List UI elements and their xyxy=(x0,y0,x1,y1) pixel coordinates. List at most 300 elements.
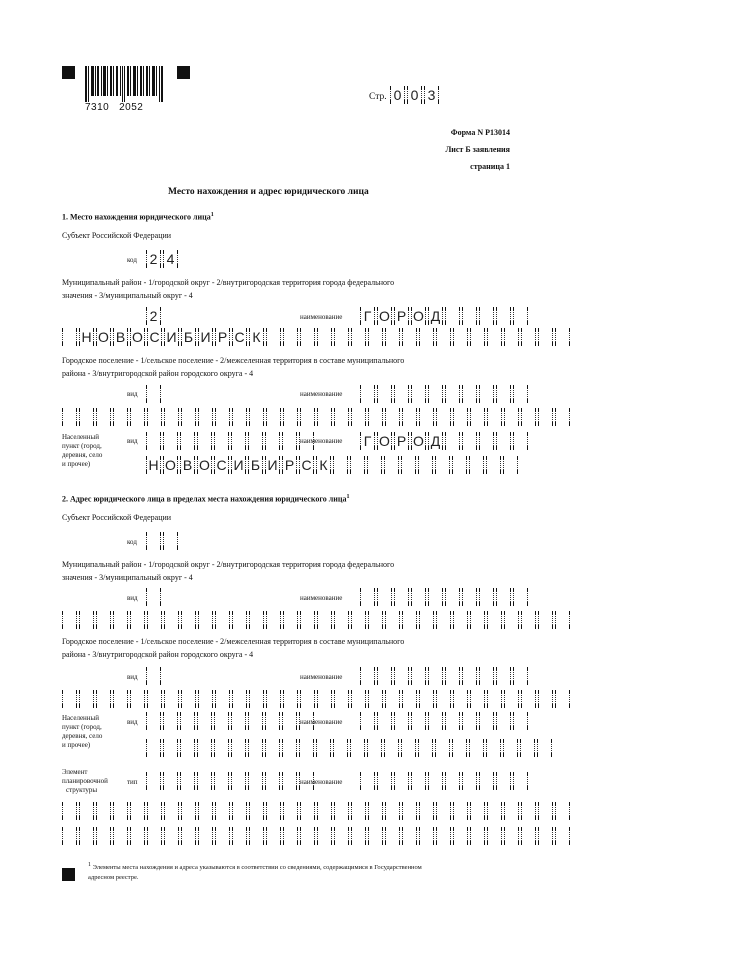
char-cell[interactable] xyxy=(198,827,213,845)
char-cell[interactable] xyxy=(62,802,77,820)
char-cell[interactable] xyxy=(283,328,298,346)
char-cell[interactable] xyxy=(436,827,451,845)
char-cell[interactable] xyxy=(282,739,297,757)
char-cell[interactable] xyxy=(350,456,365,474)
char-cell[interactable]: С xyxy=(232,328,247,346)
char-cell[interactable] xyxy=(163,712,178,730)
char-cell[interactable] xyxy=(496,385,511,403)
char-cell[interactable] xyxy=(368,690,383,708)
char-cell[interactable] xyxy=(231,432,246,450)
char-cell[interactable] xyxy=(180,772,195,790)
char-cell[interactable] xyxy=(555,802,570,820)
char-cell[interactable] xyxy=(470,690,485,708)
char-cell[interactable]: 0 xyxy=(390,86,405,104)
char-cell[interactable] xyxy=(418,456,433,474)
char-cell[interactable] xyxy=(79,408,94,426)
char-cell[interactable] xyxy=(333,456,348,474)
char-cell[interactable] xyxy=(504,802,519,820)
char-cell[interactable] xyxy=(113,408,128,426)
char-cell[interactable]: О xyxy=(130,328,145,346)
char-cell[interactable]: И xyxy=(265,456,280,474)
char-cell[interactable] xyxy=(214,712,229,730)
char-cell[interactable] xyxy=(232,827,247,845)
char-cell[interactable] xyxy=(350,739,365,757)
char-cell[interactable] xyxy=(214,772,229,790)
char-cell[interactable] xyxy=(411,588,426,606)
char-cell[interactable] xyxy=(402,408,417,426)
char-cell[interactable] xyxy=(384,739,399,757)
char-cell[interactable] xyxy=(300,802,315,820)
char-cell[interactable] xyxy=(334,328,349,346)
char-cell[interactable] xyxy=(198,690,213,708)
char-cell[interactable]: Д xyxy=(428,432,443,450)
char-cell[interactable] xyxy=(479,588,494,606)
char-cell[interactable] xyxy=(147,827,162,845)
char-cell[interactable] xyxy=(214,432,229,450)
char-cell[interactable] xyxy=(503,456,518,474)
char-cell[interactable] xyxy=(470,611,485,629)
char-cell[interactable] xyxy=(351,611,366,629)
char-cell[interactable] xyxy=(453,690,468,708)
char-cell[interactable] xyxy=(146,385,161,403)
char-cell[interactable]: И xyxy=(164,328,179,346)
char-cell[interactable] xyxy=(419,328,434,346)
char-cell[interactable]: О xyxy=(411,432,426,450)
char-cell[interactable] xyxy=(282,772,297,790)
char-cell[interactable] xyxy=(248,772,263,790)
char-cell[interactable] xyxy=(317,328,332,346)
char-cell[interactable]: О xyxy=(197,456,212,474)
char-cell[interactable]: Н xyxy=(146,456,161,474)
char-cell[interactable] xyxy=(146,739,161,757)
char-cell[interactable]: О xyxy=(411,307,426,325)
char-cell[interactable] xyxy=(368,611,383,629)
char-cell[interactable]: 4 xyxy=(163,250,178,268)
char-cell[interactable] xyxy=(402,611,417,629)
char-cell[interactable] xyxy=(249,611,264,629)
char-cell[interactable] xyxy=(249,802,264,820)
char-cell[interactable]: О xyxy=(377,432,392,450)
char-cell[interactable] xyxy=(113,802,128,820)
char-cell[interactable]: 3 xyxy=(424,86,439,104)
char-cell[interactable] xyxy=(435,739,450,757)
char-cell[interactable] xyxy=(504,827,519,845)
char-cell[interactable]: 2 xyxy=(146,307,161,325)
char-cell[interactable] xyxy=(300,690,315,708)
char-cell[interactable] xyxy=(147,802,162,820)
char-cell[interactable] xyxy=(428,712,443,730)
char-cell[interactable] xyxy=(469,456,484,474)
char-cell[interactable] xyxy=(538,328,553,346)
char-cell[interactable] xyxy=(445,772,460,790)
char-cell[interactable] xyxy=(487,802,502,820)
char-cell[interactable] xyxy=(197,772,212,790)
char-cell[interactable] xyxy=(334,802,349,820)
char-cell[interactable] xyxy=(555,328,570,346)
char-cell[interactable] xyxy=(334,690,349,708)
char-cell[interactable] xyxy=(283,611,298,629)
section2-settlement-name-row2[interactable] xyxy=(62,690,572,710)
char-cell[interactable] xyxy=(249,827,264,845)
section2-municipal-name-row1[interactable] xyxy=(360,588,530,608)
char-cell[interactable] xyxy=(377,772,392,790)
char-cell[interactable] xyxy=(462,432,477,450)
char-cell[interactable] xyxy=(300,328,315,346)
char-cell[interactable] xyxy=(334,827,349,845)
char-cell[interactable] xyxy=(215,611,230,629)
char-cell[interactable]: 0 xyxy=(407,86,422,104)
char-cell[interactable] xyxy=(62,827,77,845)
char-cell[interactable] xyxy=(401,739,416,757)
char-cell[interactable] xyxy=(317,802,332,820)
char-cell[interactable] xyxy=(360,712,375,730)
char-cell[interactable] xyxy=(538,408,553,426)
section1-settlement-kind-cells[interactable] xyxy=(146,385,163,405)
char-cell[interactable] xyxy=(411,772,426,790)
char-cell[interactable] xyxy=(496,772,511,790)
char-cell[interactable] xyxy=(316,739,331,757)
char-cell[interactable] xyxy=(513,772,528,790)
char-cell[interactable] xyxy=(62,611,77,629)
char-cell[interactable] xyxy=(113,690,128,708)
char-cell[interactable] xyxy=(266,408,281,426)
char-cell[interactable] xyxy=(181,827,196,845)
char-cell[interactable]: И xyxy=(198,328,213,346)
char-cell[interactable] xyxy=(197,712,212,730)
char-cell[interactable] xyxy=(146,667,161,685)
char-cell[interactable] xyxy=(360,772,375,790)
char-cell[interactable] xyxy=(521,328,536,346)
char-cell[interactable] xyxy=(496,307,511,325)
char-cell[interactable] xyxy=(334,611,349,629)
char-cell[interactable] xyxy=(266,802,281,820)
char-cell[interactable] xyxy=(79,690,94,708)
char-cell[interactable] xyxy=(469,739,484,757)
char-cell[interactable] xyxy=(385,802,400,820)
char-cell[interactable]: Н xyxy=(79,328,94,346)
char-cell[interactable] xyxy=(317,408,332,426)
char-cell[interactable] xyxy=(521,611,536,629)
char-cell[interactable] xyxy=(520,739,535,757)
char-cell[interactable] xyxy=(265,712,280,730)
char-cell[interactable] xyxy=(368,827,383,845)
char-cell[interactable] xyxy=(266,611,281,629)
char-cell[interactable] xyxy=(402,328,417,346)
char-cell[interactable] xyxy=(377,588,392,606)
char-cell[interactable] xyxy=(402,690,417,708)
section1-settlement-name-row2[interactable] xyxy=(62,408,572,428)
section2-locality-name-row1[interactable] xyxy=(360,712,530,732)
char-cell[interactable] xyxy=(130,408,145,426)
char-cell[interactable] xyxy=(428,667,443,685)
char-cell[interactable] xyxy=(163,772,178,790)
char-cell[interactable]: К xyxy=(316,456,331,474)
char-cell[interactable] xyxy=(198,802,213,820)
char-cell[interactable] xyxy=(249,408,264,426)
char-cell[interactable] xyxy=(62,690,77,708)
char-cell[interactable] xyxy=(300,611,315,629)
char-cell[interactable] xyxy=(197,739,212,757)
char-cell[interactable] xyxy=(215,690,230,708)
char-cell[interactable] xyxy=(445,432,460,450)
char-cell[interactable] xyxy=(411,385,426,403)
char-cell[interactable] xyxy=(265,432,280,450)
char-cell[interactable] xyxy=(180,432,195,450)
char-cell[interactable] xyxy=(265,772,280,790)
char-cell[interactable] xyxy=(496,712,511,730)
section2-element-name-row2[interactable] xyxy=(62,802,572,822)
char-cell[interactable] xyxy=(164,690,179,708)
char-cell[interactable] xyxy=(113,611,128,629)
char-cell[interactable] xyxy=(146,432,161,450)
char-cell[interactable] xyxy=(394,385,409,403)
char-cell[interactable] xyxy=(385,611,400,629)
char-cell[interactable]: К xyxy=(249,328,264,346)
char-cell[interactable] xyxy=(470,827,485,845)
char-cell[interactable] xyxy=(445,667,460,685)
char-cell[interactable] xyxy=(231,739,246,757)
char-cell[interactable] xyxy=(180,739,195,757)
char-cell[interactable] xyxy=(79,611,94,629)
char-cell[interactable] xyxy=(96,611,111,629)
char-cell[interactable] xyxy=(146,588,161,606)
char-cell[interactable] xyxy=(377,712,392,730)
char-cell[interactable] xyxy=(401,456,416,474)
char-cell[interactable] xyxy=(411,712,426,730)
char-cell[interactable] xyxy=(445,712,460,730)
char-cell[interactable] xyxy=(96,827,111,845)
char-cell[interactable] xyxy=(96,408,111,426)
char-cell[interactable] xyxy=(163,432,178,450)
char-cell[interactable] xyxy=(300,827,315,845)
char-cell[interactable] xyxy=(479,712,494,730)
char-cell[interactable] xyxy=(360,588,375,606)
char-cell[interactable] xyxy=(231,712,246,730)
char-cell[interactable] xyxy=(198,408,213,426)
char-cell[interactable] xyxy=(130,690,145,708)
char-cell[interactable] xyxy=(385,690,400,708)
section1-municipal-name-row2[interactable] xyxy=(62,328,572,348)
char-cell[interactable] xyxy=(538,690,553,708)
char-cell[interactable] xyxy=(418,739,433,757)
char-cell[interactable] xyxy=(360,385,375,403)
char-cell[interactable] xyxy=(436,328,451,346)
char-cell[interactable] xyxy=(197,432,212,450)
char-cell[interactable] xyxy=(351,802,366,820)
char-cell[interactable]: Г xyxy=(360,307,375,325)
section2-settlement-name-row1[interactable] xyxy=(360,667,530,687)
char-cell[interactable] xyxy=(445,588,460,606)
section2-element-name-row1[interactable] xyxy=(360,772,530,792)
char-cell[interactable] xyxy=(487,690,502,708)
char-cell[interactable] xyxy=(299,739,314,757)
char-cell[interactable] xyxy=(377,385,392,403)
char-cell[interactable] xyxy=(163,532,178,550)
char-cell[interactable] xyxy=(436,690,451,708)
char-cell[interactable] xyxy=(513,307,528,325)
char-cell[interactable] xyxy=(146,712,161,730)
section2-element-type-cells[interactable] xyxy=(146,772,316,792)
char-cell[interactable] xyxy=(487,328,502,346)
char-cell[interactable] xyxy=(452,739,467,757)
char-cell[interactable] xyxy=(266,827,281,845)
char-cell[interactable] xyxy=(555,408,570,426)
char-cell[interactable] xyxy=(180,712,195,730)
char-cell[interactable] xyxy=(147,408,162,426)
char-cell[interactable] xyxy=(232,408,247,426)
char-cell[interactable] xyxy=(453,328,468,346)
char-cell[interactable] xyxy=(411,667,426,685)
char-cell[interactable] xyxy=(521,408,536,426)
char-cell[interactable]: 2 xyxy=(146,250,161,268)
char-cell[interactable] xyxy=(470,408,485,426)
char-cell[interactable] xyxy=(79,802,94,820)
char-cell[interactable] xyxy=(215,827,230,845)
char-cell[interactable] xyxy=(419,690,434,708)
char-cell[interactable] xyxy=(402,802,417,820)
char-cell[interactable] xyxy=(419,611,434,629)
section1-municipal-kind-cells[interactable] xyxy=(146,307,163,327)
char-cell[interactable] xyxy=(555,690,570,708)
char-cell[interactable] xyxy=(146,772,161,790)
char-cell[interactable] xyxy=(283,827,298,845)
char-cell[interactable] xyxy=(504,408,519,426)
char-cell[interactable] xyxy=(538,827,553,845)
char-cell[interactable]: Р xyxy=(394,307,409,325)
char-cell[interactable] xyxy=(283,690,298,708)
char-cell[interactable] xyxy=(164,802,179,820)
char-cell[interactable] xyxy=(521,690,536,708)
section1-locality-name-row1[interactable] xyxy=(360,432,530,452)
char-cell[interactable]: С xyxy=(214,456,229,474)
char-cell[interactable]: Б xyxy=(181,328,196,346)
char-cell[interactable] xyxy=(384,456,399,474)
char-cell[interactable] xyxy=(130,802,145,820)
char-cell[interactable] xyxy=(479,432,494,450)
char-cell[interactable] xyxy=(419,408,434,426)
char-cell[interactable] xyxy=(282,432,297,450)
char-cell[interactable] xyxy=(385,328,400,346)
char-cell[interactable] xyxy=(452,456,467,474)
char-cell[interactable] xyxy=(62,408,77,426)
char-cell[interactable] xyxy=(147,690,162,708)
char-cell[interactable] xyxy=(163,739,178,757)
char-cell[interactable] xyxy=(445,385,460,403)
char-cell[interactable] xyxy=(317,690,332,708)
char-cell[interactable] xyxy=(146,532,161,550)
char-cell[interactable] xyxy=(486,456,501,474)
char-cell[interactable] xyxy=(248,712,263,730)
char-cell[interactable] xyxy=(428,385,443,403)
char-cell[interactable] xyxy=(394,667,409,685)
char-cell[interactable] xyxy=(394,588,409,606)
char-cell[interactable] xyxy=(555,827,570,845)
char-cell[interactable] xyxy=(248,739,263,757)
char-cell[interactable] xyxy=(496,588,511,606)
char-cell[interactable] xyxy=(555,611,570,629)
section1-code-cells[interactable] xyxy=(146,250,180,270)
section2-municipal-name-row2[interactable] xyxy=(62,611,572,631)
char-cell[interactable]: О xyxy=(163,456,178,474)
char-cell[interactable] xyxy=(215,802,230,820)
char-cell[interactable] xyxy=(428,772,443,790)
char-cell[interactable]: В xyxy=(180,456,195,474)
char-cell[interactable] xyxy=(453,408,468,426)
char-cell[interactable] xyxy=(487,408,502,426)
char-cell[interactable] xyxy=(232,611,247,629)
char-cell[interactable] xyxy=(462,385,477,403)
char-cell[interactable] xyxy=(351,408,366,426)
section2-element-name-row3[interactable] xyxy=(62,827,572,847)
char-cell[interactable] xyxy=(462,772,477,790)
char-cell[interactable] xyxy=(496,667,511,685)
char-cell[interactable] xyxy=(479,667,494,685)
char-cell[interactable] xyxy=(538,611,553,629)
char-cell[interactable]: Б xyxy=(248,456,263,474)
char-cell[interactable] xyxy=(164,611,179,629)
char-cell[interactable] xyxy=(419,827,434,845)
char-cell[interactable] xyxy=(317,827,332,845)
char-cell[interactable] xyxy=(504,328,519,346)
char-cell[interactable] xyxy=(368,408,383,426)
char-cell[interactable] xyxy=(62,328,77,346)
char-cell[interactable] xyxy=(538,802,553,820)
char-cell[interactable] xyxy=(96,690,111,708)
char-cell[interactable] xyxy=(367,739,382,757)
char-cell[interactable] xyxy=(537,739,552,757)
char-cell[interactable]: С xyxy=(299,456,314,474)
char-cell[interactable] xyxy=(232,802,247,820)
char-cell[interactable] xyxy=(436,408,451,426)
char-cell[interactable] xyxy=(402,827,417,845)
char-cell[interactable] xyxy=(504,611,519,629)
char-cell[interactable] xyxy=(317,611,332,629)
section2-locality-name-row2[interactable] xyxy=(146,739,554,759)
char-cell[interactable] xyxy=(436,802,451,820)
section1-settlement-name-row1[interactable] xyxy=(360,385,530,405)
section1-locality-name-row2[interactable] xyxy=(146,456,520,476)
char-cell[interactable] xyxy=(479,772,494,790)
char-cell[interactable]: В xyxy=(113,328,128,346)
char-cell[interactable] xyxy=(445,307,460,325)
char-cell[interactable] xyxy=(462,307,477,325)
char-cell[interactable]: С xyxy=(147,328,162,346)
section2-code-cells[interactable] xyxy=(146,532,180,552)
char-cell[interactable] xyxy=(479,307,494,325)
char-cell[interactable] xyxy=(419,802,434,820)
char-cell[interactable] xyxy=(496,432,511,450)
char-cell[interactable] xyxy=(521,802,536,820)
char-cell[interactable] xyxy=(113,827,128,845)
char-cell[interactable] xyxy=(462,667,477,685)
char-cell[interactable] xyxy=(147,611,162,629)
char-cell[interactable] xyxy=(368,802,383,820)
char-cell[interactable] xyxy=(470,328,485,346)
char-cell[interactable] xyxy=(282,712,297,730)
char-cell[interactable]: Р xyxy=(282,456,297,474)
char-cell[interactable]: И xyxy=(231,456,246,474)
char-cell[interactable] xyxy=(394,712,409,730)
char-cell[interactable] xyxy=(521,827,536,845)
char-cell[interactable] xyxy=(462,588,477,606)
char-cell[interactable] xyxy=(385,408,400,426)
char-cell[interactable] xyxy=(513,712,528,730)
char-cell[interactable] xyxy=(394,772,409,790)
char-cell[interactable] xyxy=(130,827,145,845)
char-cell[interactable] xyxy=(181,690,196,708)
char-cell[interactable] xyxy=(503,739,518,757)
char-cell[interactable] xyxy=(232,690,247,708)
